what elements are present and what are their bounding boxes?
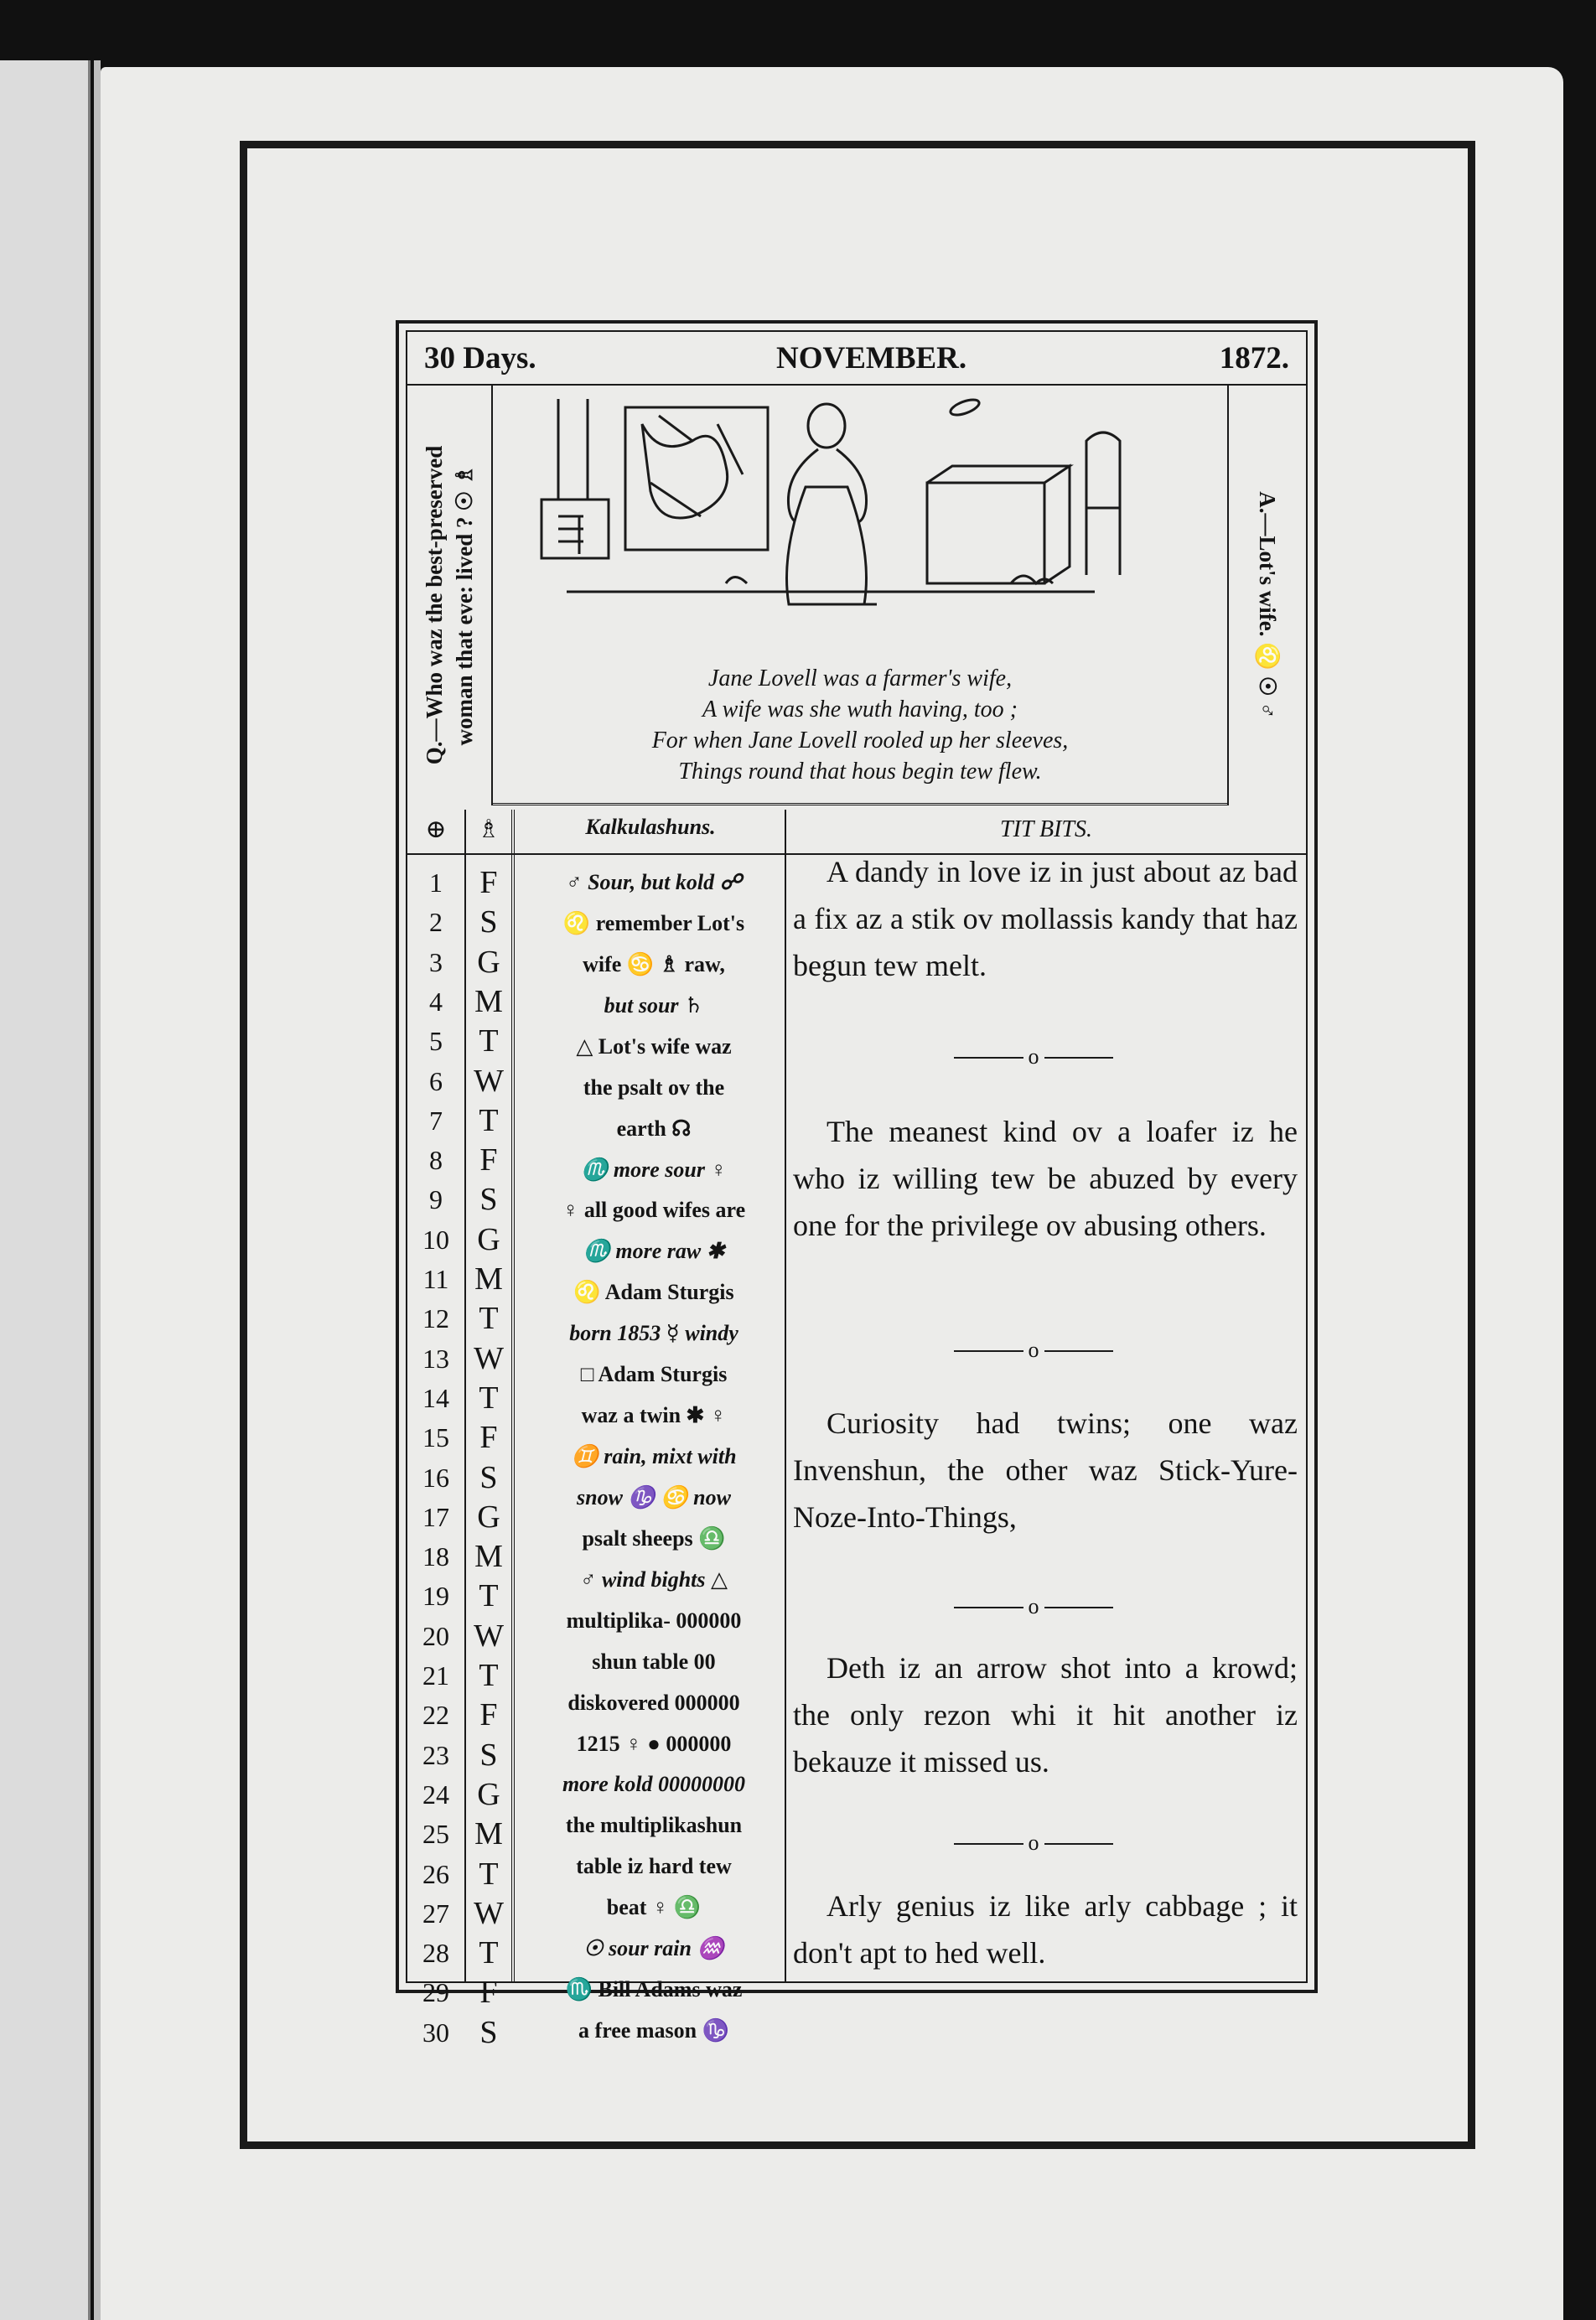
left-page-edge: [0, 60, 91, 2320]
weekday-letter: S: [479, 2014, 498, 2050]
day-number: 15: [422, 1422, 449, 1453]
tit-bits-column: [786, 810, 1306, 1981]
weekday-letter: T: [479, 1023, 499, 1059]
day-number: 22: [422, 1700, 449, 1731]
answer-text: A.—Lot's wife. ♌ ☉ ♂: [1255, 491, 1280, 719]
calc-line: 1215 ♀ ● 000000: [576, 1731, 732, 1756]
tit-bit-1: [793, 848, 1298, 989]
day-number: 3: [429, 946, 443, 977]
separator-1: [954, 1044, 1113, 1069]
weekday-letter: W: [474, 1618, 504, 1654]
calendar-table: [407, 810, 1306, 2050]
weekday-letter: T: [479, 1301, 499, 1337]
weekday-letter: T: [479, 1578, 499, 1614]
weekday-letter: T: [479, 1856, 499, 1892]
day-number: 4: [429, 986, 443, 1017]
weekday-letter: F: [479, 1142, 498, 1178]
day-number: 14: [422, 1382, 449, 1413]
weekday-letter: F: [479, 1975, 498, 2011]
calc-line: shun table 00: [592, 1649, 716, 1674]
month-title: NOVEMBER.: [776, 341, 967, 375]
question-text: [419, 446, 479, 764]
calc-line: ♂ Sour, but kold ☍: [566, 870, 742, 894]
calc-line: ♌ Adam Sturgis: [573, 1280, 734, 1305]
verse-line-2: A wife was she wuth having, too ;: [702, 697, 1018, 722]
weekday-letter: G: [477, 1221, 500, 1257]
calendar-inner: [406, 330, 1308, 2050]
weekday-letter: T: [479, 1935, 499, 1971]
separator-3-mark: o: [1023, 1594, 1044, 1618]
calculations-header: Kalkulashuns.: [585, 815, 716, 839]
day-number: 1: [429, 867, 443, 898]
day-number: 30: [422, 2017, 449, 2048]
separator-3: [954, 1594, 1113, 1619]
woodcut-illustration: [508, 391, 1128, 617]
weekday-column-header: ♗: [477, 816, 500, 843]
header-rule: [407, 384, 1306, 386]
weekday-letter: F: [479, 1697, 498, 1733]
calc-line: table iz hard tew: [576, 1854, 732, 1879]
verse: [491, 663, 1229, 787]
day-number: 23: [422, 1739, 449, 1770]
tit-bit-5-text: Arly genius iz like arly cabbage ; it don't apt to hed well.: [793, 1889, 1298, 1970]
day-number: 28: [422, 1938, 449, 1969]
day-number: 5: [429, 1026, 443, 1057]
day-number: 6: [429, 1065, 443, 1096]
separator-1-mark: o: [1023, 1044, 1044, 1069]
separator-4-mark: o: [1023, 1831, 1044, 1855]
weekday-letter: M: [474, 1539, 503, 1575]
picture-rule: [491, 803, 1229, 805]
weekday-letter: G: [477, 1776, 500, 1812]
tit-bit-5: [793, 1882, 1298, 1976]
weekday-letter: F: [479, 865, 498, 900]
calc-line: ♊ rain, mixt with: [571, 1444, 737, 1469]
weekday-letter: T: [479, 1102, 499, 1138]
tit-bit-4: [793, 1644, 1298, 1785]
calc-line: earth ☊: [616, 1116, 692, 1141]
tit-bit-4-text: Deth iz an arrow shot into a krowd; the only rezon whi it hit another iz bekauze it missed us.: [793, 1651, 1298, 1779]
calc-line: ♏ more raw ✱: [583, 1239, 725, 1264]
day-number: 18: [422, 1541, 449, 1572]
weekday-letter: M: [474, 983, 503, 1019]
calc-line: psalt sheeps ♎: [582, 1525, 726, 1551]
day-number: 29: [422, 1977, 449, 2008]
calc-line: □ Adam Sturgis: [580, 1362, 728, 1387]
calc-line: ♀ all good wifes are: [562, 1198, 746, 1223]
day-number: 2: [429, 907, 443, 938]
day-number: 13: [422, 1343, 449, 1374]
days-count: 30 Days.: [424, 341, 536, 375]
calc-line: born 1853 ☿ windy: [569, 1321, 738, 1346]
day-column-header: ⊕: [425, 816, 447, 843]
answer-column: [1227, 386, 1306, 805]
separator-4: [954, 1831, 1113, 1856]
weekday-letter: W: [474, 1063, 504, 1099]
calc-line: waz a twin ✱ ♀: [581, 1403, 727, 1428]
table-head-rule: [407, 810, 1306, 855]
calc-line: the psalt ov the: [583, 1075, 725, 1100]
day-number: 19: [422, 1581, 449, 1612]
weekday-letter: S: [479, 1737, 498, 1773]
separator-2-mark: o: [1023, 1338, 1044, 1362]
day-number: 25: [422, 1819, 449, 1850]
weekday-letter: S: [479, 1182, 498, 1218]
day-number: 27: [422, 1898, 449, 1929]
separator-2: [954, 1338, 1113, 1363]
day-number: 24: [422, 1779, 449, 1810]
calendar-header: [407, 332, 1306, 382]
question-line-1: Q.—Who waz the best-preserved: [422, 445, 447, 765]
tit-bit-1-text: A dandy in love iz in just about az bad a fix az a stik ov mollassis kandy that haz begun tew melt.: [793, 855, 1298, 982]
calc-line: the multiplikashun: [565, 1813, 743, 1838]
day-number: 9: [429, 1184, 443, 1215]
weekday-letter: G: [477, 1499, 500, 1535]
page-gutter: [94, 60, 101, 2320]
weekday-letter: M: [474, 1816, 503, 1852]
weekday-letter: T: [479, 1380, 499, 1416]
calc-line: a free mason ♑: [578, 2018, 729, 2043]
verse-line-3: For when Jane Lovell rooled up her sleeves,: [651, 728, 1069, 753]
calc-line: diskovered 000000: [567, 1690, 740, 1715]
calc-line: ♏ more sour ♀: [581, 1157, 727, 1182]
day-number: 17: [422, 1501, 449, 1532]
day-number: 21: [422, 1660, 449, 1691]
calc-line: ☉ sour rain ♒: [583, 1936, 724, 1961]
calc-line: ♂ wind bights △: [579, 1567, 728, 1592]
verse-line-4: Things round that hous begin tew flew.: [678, 759, 1042, 785]
tit-bits-title: TIT BITS.: [1000, 816, 1092, 842]
calc-line: more kold 00000000: [562, 1772, 746, 1797]
weekday-letter: W: [474, 1895, 504, 1931]
calc-line: ♏ Bill Adams waz: [565, 1977, 743, 2002]
year: 1872.: [1219, 341, 1289, 375]
tit-bit-2-text: The meanest kind ov a loafer iz he who iz willing tew be abuzed by every one for the privilege ov abusing others.: [793, 1115, 1298, 1242]
weekday-letter: M: [474, 1261, 503, 1297]
tit-bit-3: [793, 1400, 1298, 1541]
day-number: 12: [422, 1303, 449, 1334]
calc-line: snow ♑ ♋ now: [577, 1484, 731, 1510]
day-number: 7: [429, 1105, 443, 1136]
calc-line: wife ♋ ♗ raw,: [583, 951, 725, 976]
weekday-letter: T: [479, 1658, 499, 1693]
day-number: 26: [422, 1858, 449, 1889]
tit-bit-2: [793, 1108, 1298, 1249]
calendar-box: [396, 320, 1318, 2050]
verse-line-1: Jane Lovell was a farmer's wife,: [707, 665, 1013, 691]
calc-line: multiplika- 000000: [566, 1608, 742, 1633]
day-number: 20: [422, 1620, 449, 1651]
weekday-letter: S: [479, 1459, 498, 1495]
calc-line: but sour ♄: [604, 992, 704, 1018]
tit-bit-3-text: Curiosity had twins; one waz Invenshun, the other waz Stick-Yure-Noze-Into-Things,: [793, 1406, 1298, 1534]
weekday-letter: W: [474, 1340, 504, 1376]
calc-line: beat ♀ ♎: [606, 1895, 702, 1920]
calc-line: ♌ remember Lot's: [562, 910, 745, 935]
question-line-2: woman that eve: lived ? ☉ ♗: [452, 464, 477, 746]
question-column: [407, 386, 493, 805]
calc-line: △ Lot's wife waz: [576, 1033, 732, 1059]
day-number: 8: [429, 1145, 443, 1176]
day-number: 10: [422, 1224, 449, 1255]
weekday-letter: F: [479, 1420, 498, 1456]
weekday-letter: G: [477, 944, 500, 980]
weekday-letter: S: [479, 904, 498, 940]
day-number: 11: [422, 1264, 449, 1294]
day-number: 16: [422, 1462, 449, 1493]
